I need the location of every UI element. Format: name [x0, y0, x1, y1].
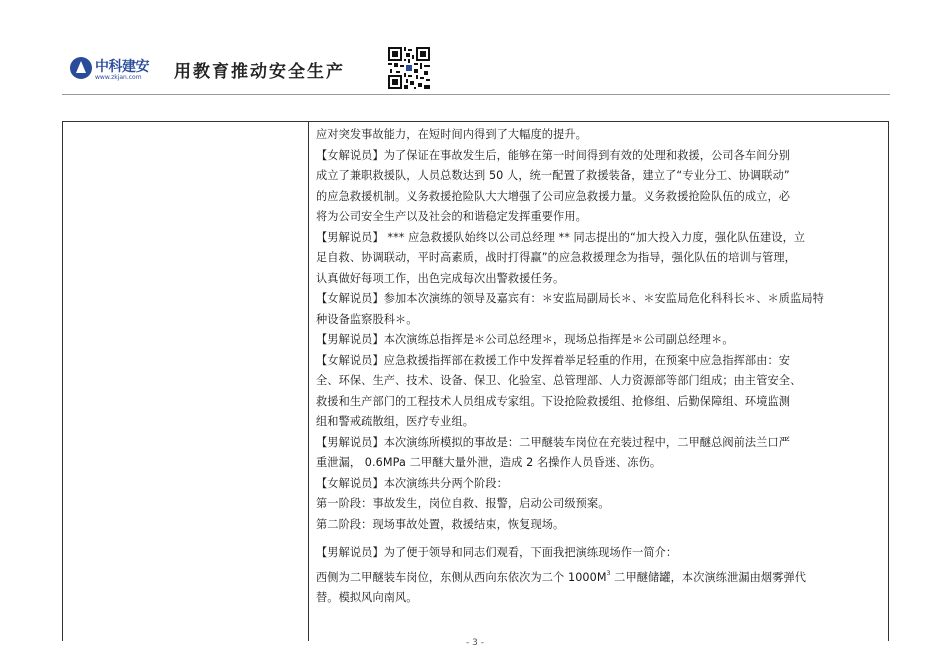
- text-line: 第二阶段：现场事故处置，救援结束，恢复现场。: [316, 517, 565, 531]
- text-line: 种设备监察股科＊。: [316, 312, 418, 326]
- text-line: 【男解说员】本次演练所模拟的事故是：二甲醚装车岗位在充装过程中，二甲醚总阀前法兰口严: [316, 435, 791, 449]
- logo-url: www.zkjan.com: [95, 74, 142, 81]
- text-line: 的应急救援机制。义务救援抢险队大大增强了公司应急救援力量。义务救援抢险队伍的成立，必: [316, 189, 791, 203]
- page-header: [0, 0, 950, 100]
- header-rule: [62, 94, 890, 95]
- text-line: 应对突发事故能力，在短时间内得到了大幅度的提升。: [316, 128, 587, 141]
- content-table: [62, 121, 889, 641]
- text-line: 【女解说员】本次演练共分两个阶段：: [316, 476, 508, 490]
- header-slogan: 用教育推动安全生产: [174, 62, 345, 82]
- text-segment: 西侧为二甲醚装车岗位，东侧从西向东依次为二个 1000M: [316, 570, 607, 584]
- text-line: 认真做好每项工作，出色完成每次出警救援任务。: [316, 271, 565, 285]
- logo-mark-icon: [70, 57, 92, 79]
- text-line: 全、环保、生产、技术、设备、保卫、化验室、总管理部、人力资源部等部门组成；由主管安全、: [316, 374, 802, 387]
- text-line: 救援和生产部门的工程技术人员组成专家组。下设抢险救援组、抢修组、后勤保障组、环境监测: [316, 394, 791, 408]
- qr-code-icon: [388, 47, 430, 89]
- text-line: 【男解说员】为了便于领导和同志们观看，下面我把演练现场作一简介：: [316, 546, 678, 559]
- column-divider: [308, 122, 309, 641]
- text-line: 成立了兼职救援队，人员总数达到 50 人，统一配置了救援装备，建立了“专业分工、协调联动”: [316, 169, 790, 182]
- text-line: 将为公司安全生产以及社会的和谐稳定发挥重要作用。: [316, 210, 587, 223]
- text-line: 【女解说员】为了保证在事故发生后，能够在第一时间得到有效的处理和救援，公司各车间分别: [316, 148, 791, 162]
- text-line: 【女解说员】参加本次演练的领导及嘉宾有：＊安监局副局长＊、＊安监局危化科科长＊、＊质监局特: [316, 292, 824, 305]
- text-line-with-superscript: [316, 564, 886, 589]
- company-logo: [70, 55, 160, 87]
- text-line: 足自救、协调联动，平时高素质，战时打得赢”的应急救援理念为指导，强化队伍的培训与管理，: [316, 251, 796, 264]
- logo-name: 中科建安: [95, 59, 149, 75]
- superscript: 3: [606, 569, 611, 577]
- text-line: 【男解说员】 *** 应急救援队始终以公司总经理 ** 同志提出的“加大投入力度，强化队伍建设，立: [316, 230, 806, 244]
- text-line: 第一阶段：事故发生，岗位自救、报警，启动公司级预案。: [316, 497, 610, 510]
- text-segment: 二甲醚储罐，本次演练泄漏由烟雾弹代: [610, 570, 807, 584]
- text-line: 【女解说员】应急救援指挥部在救援工作中发挥着举足轻重的作用，在预案中应急指挥部由：安: [316, 353, 791, 367]
- text-line: 【男解说员】本次演练总指挥是＊公司总经理＊，现场总指挥是＊公司副总经理＊。: [316, 333, 734, 346]
- page-number: - 3 -: [466, 638, 484, 648]
- text-line: 替。模拟风向南风。: [316, 591, 418, 604]
- text-line: 组和警戒疏散组，医疗专业组。: [316, 415, 475, 428]
- text-line: 重泄漏， 0.6MPa 二甲醚大量外泄，造成 2 名操作人员昏迷、冻伤。: [316, 456, 662, 469]
- narration-script: [316, 125, 886, 609]
